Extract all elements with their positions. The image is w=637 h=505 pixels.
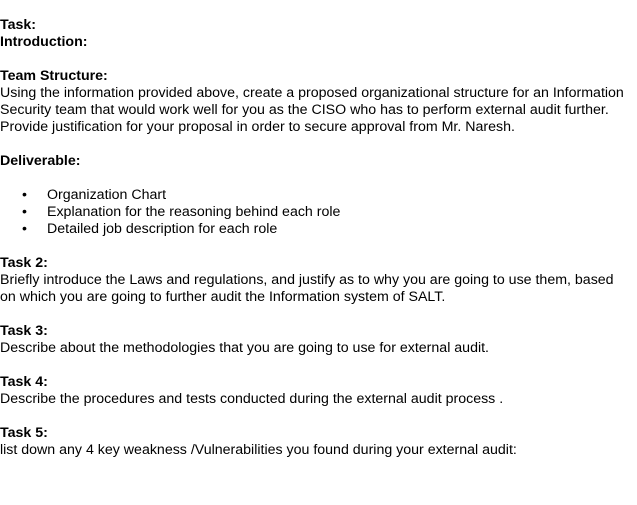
spacer	[0, 238, 637, 255]
spacer	[0, 136, 637, 153]
bullet-icon: •	[22, 204, 27, 220]
task3-heading: Task 3:	[0, 323, 48, 339]
list-item	[0, 204, 637, 221]
task-label: Task:	[0, 17, 37, 33]
list-item-text: Explanation for the reasoning behind each role	[47, 204, 341, 220]
bullet-icon: •	[22, 221, 27, 237]
list-item-text: Organization Chart	[47, 187, 167, 203]
team-structure-text: Using the information provided above, create a proposed organizational structure for an Information Security team that would work well for you as the CISO who has to perform external audit further. Provide justification for your proposal in order to secure approval from Mr. Naresh.	[0, 85, 624, 135]
task3-text: Describe about the methodologies that you are going to use for external audit.	[0, 340, 489, 356]
task4-text: Describe the procedures and tests conducted during the external audit process .	[0, 391, 504, 407]
deliverable-list	[0, 187, 637, 238]
task4-heading: Task 4:	[0, 374, 48, 390]
task2-heading: Task 2:	[0, 255, 48, 271]
task5-heading: Task 5:	[0, 425, 48, 441]
spacer	[0, 170, 637, 187]
task5-text: list down any 4 key weakness /Vulnerabilities you found during your external audit:	[0, 442, 517, 458]
list-item	[0, 221, 637, 238]
task2-text: Briefly introduce the Laws and regulations, and justify as to why you are going to use them, based on which you are going to further audit the Information system of SALT.	[0, 272, 614, 305]
bullet-icon: •	[22, 187, 27, 203]
spacer	[0, 51, 637, 68]
list-item	[0, 187, 637, 204]
spacer	[0, 306, 637, 323]
team-structure-heading: Team Structure:	[0, 68, 108, 84]
spacer	[0, 357, 637, 374]
introduction-heading: Introduction:	[0, 34, 88, 50]
spacer	[0, 408, 637, 425]
deliverable-heading: Deliverable:	[0, 153, 81, 169]
list-item-text: Detailed job description for each role	[47, 221, 278, 237]
